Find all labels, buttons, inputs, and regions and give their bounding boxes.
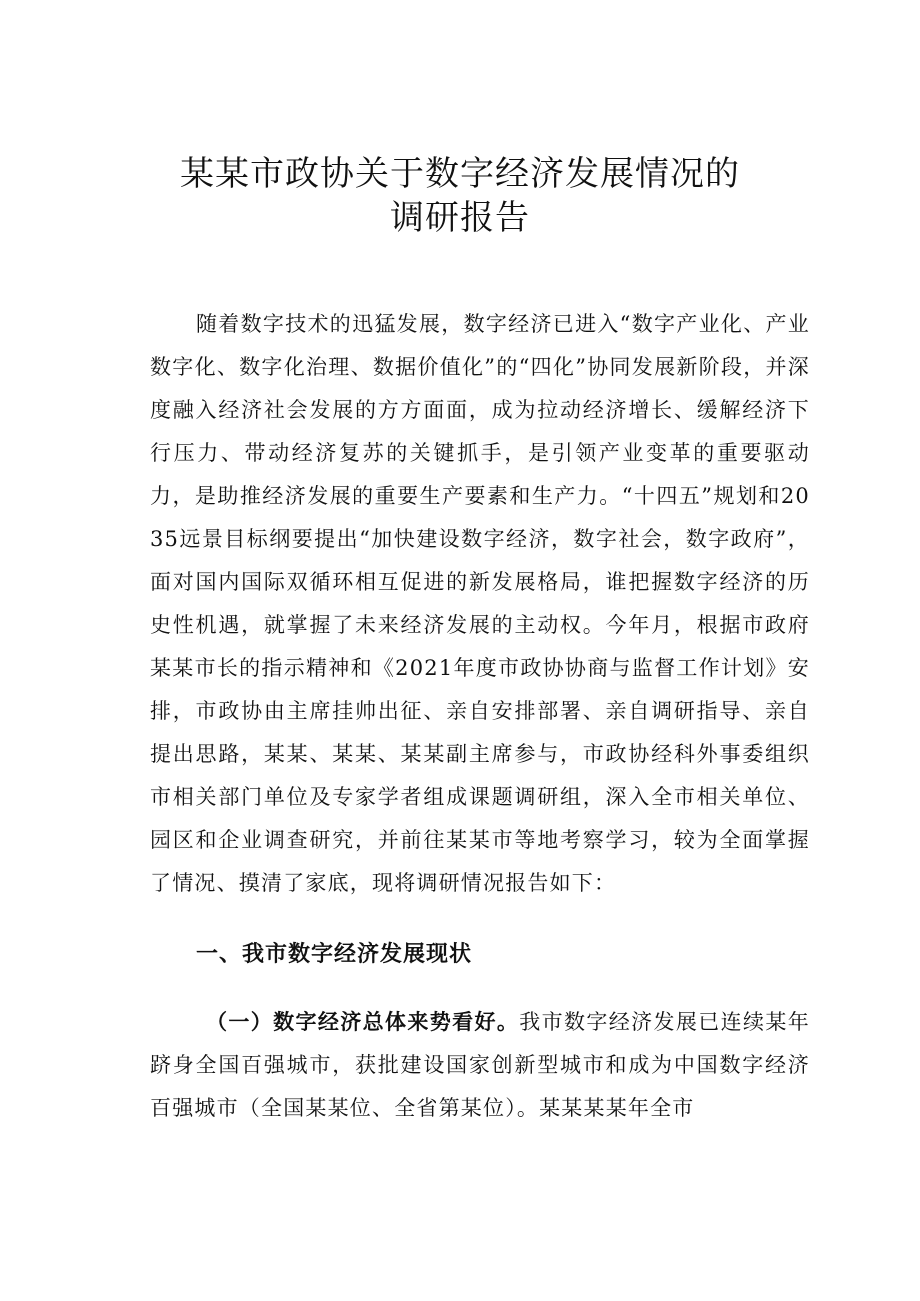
document-title-line-1: 某某市政协关于数字经济发展情况的 xyxy=(180,154,740,194)
section-heading-1: 一、我市数字经济发展现状 xyxy=(196,942,473,967)
intro-paragraph: 随着数字技术的迅猛发展，数字经济已进入“数字产业化、产业数字化、数字化治理、数据价值化”的“四化”协同发展新阶段，并深度融入经济社会发展的方方面面，成为拉动经济增长、缓解经济下行压力、带动经济复苏的关键抓手，是引领产业变革的重要驱动力，是助推经济发展的重要生产要素和生产力。“十四五”规划和2035远景目标纲要提出“加快建设数字经济，数字社会，数字政府”，面对国内国际双循环相互促进的新发展格局，谁把握数字经济的历史性机遇，就掌握了未来经济发展的主动权。今年月，根据市政府某某市长的指示精神和《2021年度市政协协商与监督工作计划》安排，市政协由主席挂帅出征、亲自安排部署、亲自调研指导、亲自提出思路，某某、某某、某某副主席参与，市政协经科外事委组织市相关部门单位及专家学者组成课题调研组，深入全市相关单位、园区和企业调查研究，并前往某某市等地考察学习，较为全面掌握了情况、摸清了家底，现将调研情况报告如下： xyxy=(150,312,810,895)
section-1-lead: （一）数字经济总体来势看好。 xyxy=(206,1010,520,1034)
section-1-paragraph xyxy=(150,1001,810,1130)
section-1-text: 我市数字经济发展已连续某年跻身全国百强城市，获批建设国家创新型城市和成为中国数字经济百强城市（全国某某位、全省第某位）。某某某某年全市 xyxy=(150,1010,810,1120)
document-title-line-2: 调研报告 xyxy=(390,198,530,238)
